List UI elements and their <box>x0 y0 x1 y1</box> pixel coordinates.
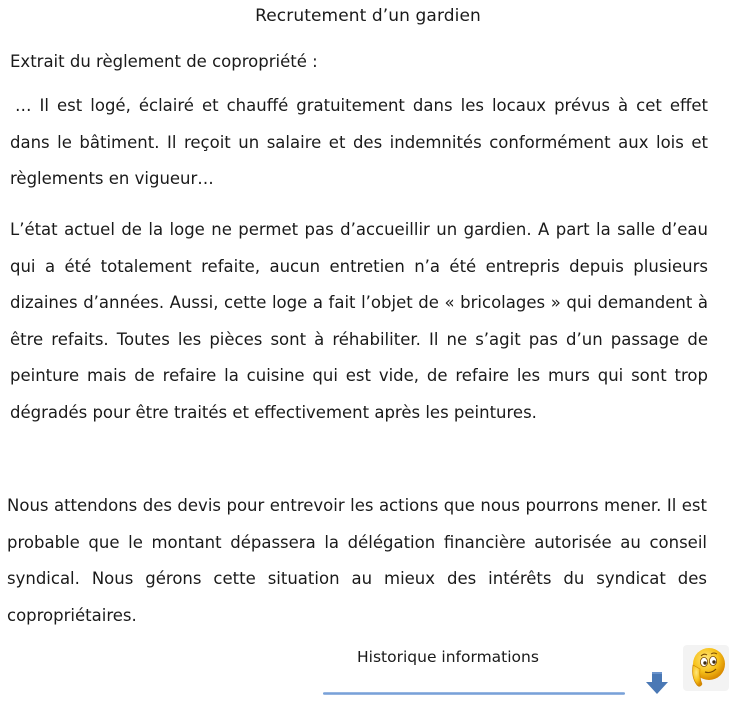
extract-text: … Il est logé, éclairé et chauffé gratuitement dans les locaux prévus à cet effet dans le bâtiment. Il reçoit un salaire et des indemnités conformément aux lois et règlements en vigueur… <box>10 96 708 188</box>
history-information-link[interactable]: Historique informations <box>357 648 539 666</box>
arrow-down-icon[interactable] <box>645 671 669 695</box>
quotes-paragraph: Nous attendons des devis pour entrevoir les actions que nous pourrons mener. Il est probable que le montant dépassera la délégation financière autorisée au conseil syndical. Nous gérons cette situation au mieux des intérêts du syndicat des copropriétaires. <box>7 496 707 625</box>
page-title: Recrutement d’un gardien <box>255 6 481 26</box>
state-paragraph: L’état actuel de la loge ne permet pas d’accueillir un gardien. A part la salle d’eau qui a été totalement refaite, aucun entretien n’a été entrepris depuis plusieurs dizaines d’années. Aussi, cette loge a fait l’objet de « bricolages » qui demandent à être refaits. Toutes les pièces sont à réhabiliter. Il ne s’agit pas d’un passage de peinture mais de refaire la cuisine qui est vide, de refaire les murs qui sont trop dégradés pour être traités et effectivement après les peintures. <box>10 220 708 422</box>
thinking-smiley-icon <box>683 645 729 691</box>
extract-heading: Extrait du règlement de copropriété : <box>10 52 318 71</box>
history-link-underline[interactable] <box>323 692 625 695</box>
